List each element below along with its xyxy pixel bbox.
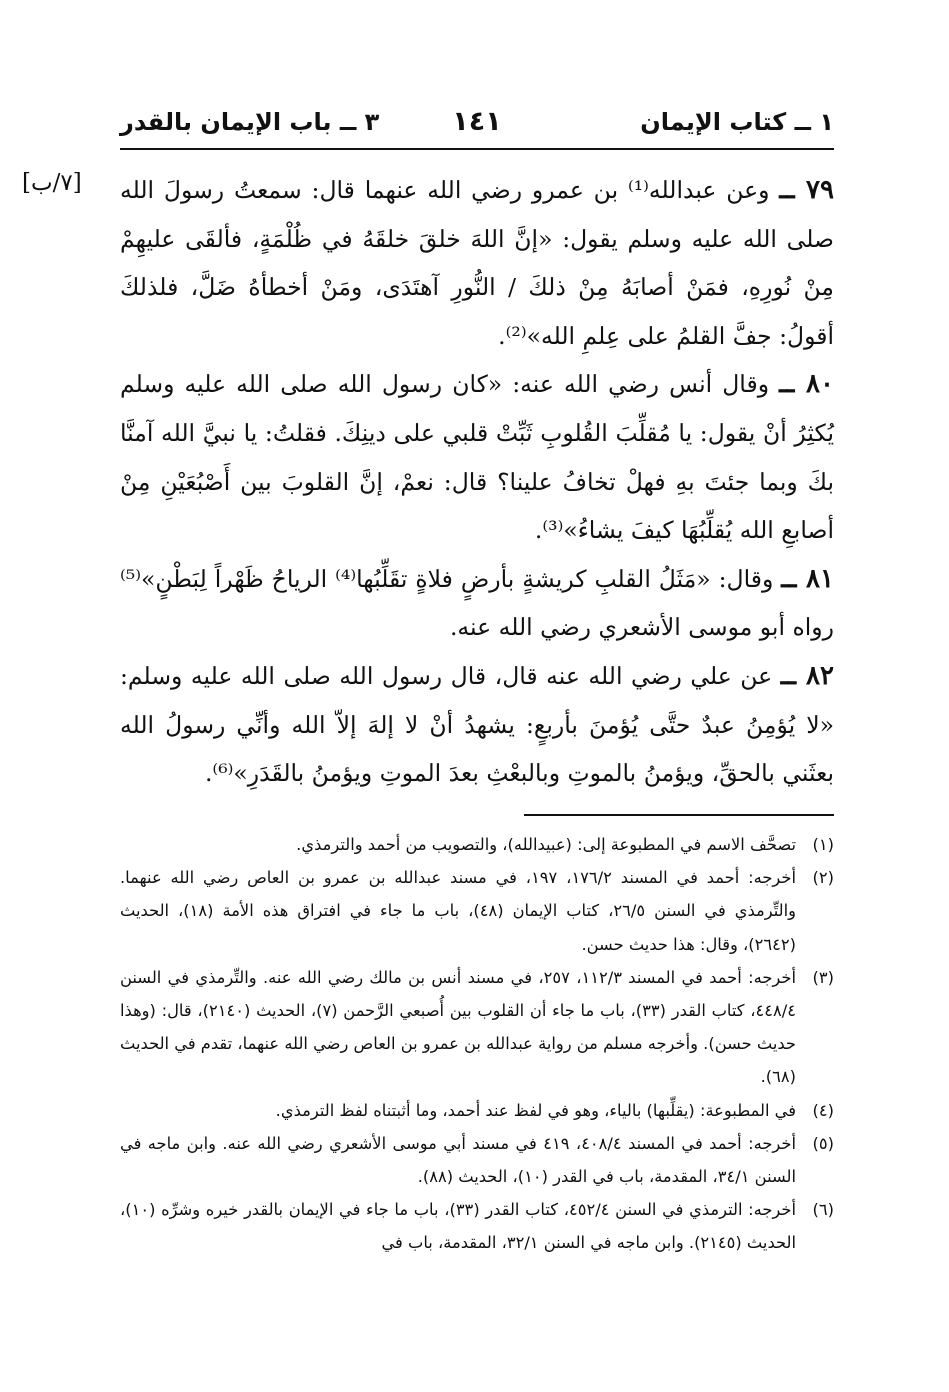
hadith-81 — [120, 555, 834, 652]
hadith-text: عن علي رضي الله عنه قال، قال رسول الله صلى الله عليه وسلم: «لا يُؤمِنُ عبدٌ حتَّى يُؤمنَ بأربعٍ: يشهدُ أنْ لا إلهَ إلاّ الله وأنِّي رسولُ الله بعثَني بالحقِّ، ويؤمنُ بالموتِ وبالبعْثِ بعدَ الموتِ ويؤمنُ بالقَدَرِ»⁽⁶⁾. — [120, 661, 834, 788]
chapter-title: ١ ــ كتاب الإيمان — [640, 108, 834, 136]
footnote-text: أخرجه: أحمد في المسند ١٧٦/٢، ١٩٧، في مسند عبدالله بن عمرو بن العاص رضي الله عنهما. والتِّرمذي في السنن ٢٦/٥، كتاب الإيمان (٤٨)، باب ما جاء في افتراق هذه الأمة (١٨)، الحديث (٢٦٤٢)، وقال: هذا حديث حسن. — [120, 868, 797, 954]
footnote-6 — [120, 1193, 834, 1259]
hadith-number: ٨٠ ــ — [779, 369, 834, 400]
hadith-text: وعن عبدالله⁽¹⁾ بن عمرو رضي الله عنهما قال: سمعتُ رسولَ الله صلى الله عليه وسلم يقول: «إنَّ اللهَ خلقَ خلقَهُ في ظُلْمَةٍ، فألقَى عليهِمْ مِنْ نُورِهِ، فمَنْ أصابَهُ مِنْ ذلكَ / النُّورِ آهتَدَى، ومَنْ أخطأهُ ضَلَّ، فلذلكَ أقولُ: جفَّ القلمُ على عِلمِ الله»⁽²⁾. — [120, 176, 834, 350]
main-text — [120, 166, 834, 798]
section-title: ٣ ــ باب الإيمان بالقدر — [120, 108, 380, 136]
footnote-divider — [524, 814, 834, 816]
footnote-number: (٥) — [812, 1133, 834, 1153]
hadith-79 — [120, 166, 834, 360]
hadith-number: ٨٢ ــ — [780, 660, 834, 691]
footnote-1 — [120, 828, 834, 861]
footnote-5 — [120, 1127, 834, 1193]
footnote-number: (٦) — [812, 1200, 834, 1220]
hadith-number: ٨١ ــ — [781, 563, 834, 594]
hadith-82 — [120, 652, 834, 798]
page-number: ١٤١ — [452, 106, 502, 137]
hadith-text: وقال: «مَثَلُ القلبِ كريشةٍ بأرضٍ فلاةٍ تقَلِّبُها⁽⁴⁾ الرياحُ ظَهْراً لِبَطْنٍ»⁽⁵⁾ رواه أبو موسى الأشعري رضي الله عنه. — [120, 564, 834, 642]
hadith-80 — [120, 360, 834, 554]
footnote-text: أخرجه: أحمد في المسند ٤٠٨/٤، ٤١٩ في مسند أبي موسى الأشعري رضي الله عنه. وابن ماجه في السنن ٣٤/١، المقدمة، باب في القدر (١٠)، الحديث (٨٨). — [120, 1133, 796, 1187]
footnote-number: (٣) — [812, 967, 834, 987]
footnote-number: (٢) — [812, 868, 834, 888]
footnote-text: تصحَّف الاسم في المطبوعة إلى: (عبيدالله)، والتصويب من أحمد والترمذي. — [296, 835, 796, 854]
footnotes — [120, 828, 834, 1260]
footnote-text: أخرجه: أحمد في المسند ١١٢/٣، ٢٥٧، في مسند أنس بن مالك رضي الله عنه. والتِّرمذي في السنن ٤٤٨/٤، كتاب القدر (٣٣)، باب ما جاء أن القلوب بين أُصبعي الرَّحمن (٧)، الحديث (٢١٤٠)، قال: (وهذا حديث حسن). وأخرجه مسلم من رواية عبدالله بن عمرو بن العاص رضي الله عنهما، تقدم في الحديث (٦٨). — [120, 967, 796, 1087]
footnote-text: أخرجه: الترمذي في السنن ٤٥٢/٤، كتاب القدر (٣٣)، باب ما جاء في الإيمان بالقدر خيره وشرِّه (١٠)، الحديث (٢١٤٥). وابن ماجه في السنن ٣٢/١، المقدمة، باب في — [120, 1200, 796, 1253]
hadith-number: ٧٩ ــ — [779, 175, 834, 205]
footnote-number: (٤) — [812, 1100, 834, 1120]
footnote-text: في المطبوعة: (يقلِّبها) بالياء، وهو في لفظ عند أحمد، وما أثبتناه لفظ الترمذي. — [275, 1100, 796, 1120]
running-head — [120, 104, 834, 150]
hadith-text: وقال أنس رضي الله عنه: «كان رسول الله صلى الله عليه وسلم يُكثِرُ أنْ يقول: يا مُقلِّبَ القُلوبِ ثَبِّتْ قلبي على دينِكَ. فقلتُ: يا نبيَّ الله آمنَّا بكَ وبما جئتَ بهِ فهلْ تخافُ علينا؟ قال: نعمْ، إنَّ القلوبَ بين أَصْبُعَيْنِ مِنْ أصابعِ الله يُقلِّبُهَا كيفَ يشاءُ»⁽³⁾. — [120, 370, 834, 545]
footnote-3 — [120, 961, 834, 1094]
footnote-number: (١) — [812, 835, 834, 854]
manuscript-folio-mark: [٧/ب] — [22, 170, 82, 196]
footnote-2 — [120, 861, 834, 961]
footnote-4 — [120, 1094, 834, 1127]
